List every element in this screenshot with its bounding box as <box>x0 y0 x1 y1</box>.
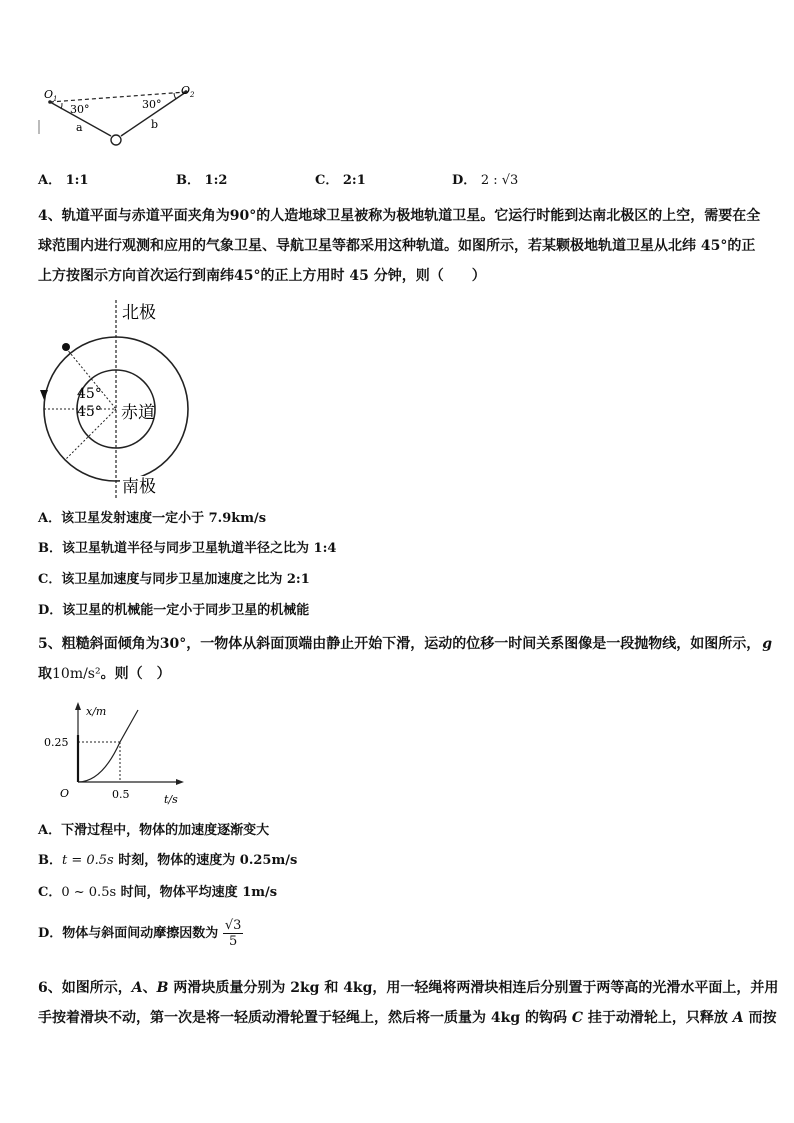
y-tick-025: 0.25 <box>44 736 69 749</box>
label-south-pole: 南极 <box>122 477 156 497</box>
q3-option-b[interactable]: B． 1:2 <box>176 173 228 188</box>
q5-option-b[interactable]: B．t = 0.5s 时刻，物体的速度为 0.25m/s <box>38 853 298 868</box>
angle-left: 30° <box>70 103 90 116</box>
hanging-ring <box>111 135 121 145</box>
q6-text-line1: 6、如图所示，A、B 两滑块质量分别为 2kg 和 4kg，用一轻绳将两滑块相连后分别置于两等高的光滑水平面上，并用 <box>38 980 779 996</box>
q4-option-b[interactable]: B．该卫星轨道半径与同步卫星轨道半径之比为 1:4 <box>38 541 337 556</box>
q3-option-c[interactable]: C． 2:1 <box>315 173 366 188</box>
origin-label: O <box>60 787 70 800</box>
label-b: b <box>151 118 159 131</box>
q5-text-line1: 5、粗糙斜面倾角为30°，一物体从斜面顶端由静止开始下滑，运动的位移一时间关系图像是一段抛物线，如图所示， g <box>38 636 773 652</box>
q4-option-d[interactable]: D．该卫星的机械能一定小于同步卫星的机械能 <box>38 603 310 618</box>
parabola-curve <box>78 710 138 782</box>
q5-option-a[interactable]: A．下滑过程中，物体的加速度逐渐变大 <box>38 823 270 838</box>
label-a: a <box>76 121 83 134</box>
q6-text-line2: 手按着滑块不动，第一次是将一轻质动滑轮置于轻绳上，然后将一质量为 4kg 的钩码 C 挂于动滑轮上，只释放 A 而按 <box>38 1010 777 1026</box>
position-time-graph <box>40 700 190 810</box>
q4-option-a[interactable]: A．该卫星发射速度一定小于 7.9km/s <box>38 511 267 526</box>
fraction-sqrt3-over-5: $\frac{√3}{5}$ <box>224 918 242 949</box>
satellite-dot <box>62 343 70 351</box>
q3-option-a[interactable]: A． 1:1 <box>38 173 89 188</box>
q5-option-c[interactable]: C．0 ~ 0.5s 时间，物体平均速度 1m/s <box>38 885 278 900</box>
dashed-line-o1-o2 <box>50 92 186 102</box>
label-north-pole: 北极 <box>122 303 156 323</box>
q5-option-d[interactable]: D．物体与斜面间动摩擦因数为 $\frac{√3}{5}$ <box>38 918 242 949</box>
y-axis-label: x/m <box>86 705 107 718</box>
x-tick-05: 0.5 <box>112 788 130 801</box>
label-o1: $O_1$ <box>44 88 58 103</box>
label-o2: $O_2$ <box>181 84 195 99</box>
q4-text-line3: 上方按图示方向首次运行到南纬45°的正上方用时 45 分钟，则（ ） <box>38 268 486 284</box>
angle-right: 30° <box>142 98 162 111</box>
angle-45-bottom: 45° <box>77 404 102 420</box>
q4-option-c[interactable]: C．该卫星加速度与同步卫星加速度之比为 2:1 <box>38 572 310 587</box>
q4-text-line2: 球范围内进行观测和应用的气象卫星、导航卫星等都采用这种轨道。如图所示，若某颗极地轨道卫星从北纬 45°的正 <box>38 238 756 254</box>
q4-text-line1: 4、轨道平面与赤道平面夹角为90°的人造地球卫星被称为极地轨道卫星。它运行时能到达南北极区的上空，需要在全 <box>38 208 761 224</box>
x-axis-label: t/s <box>164 793 178 806</box>
rope-diagram <box>36 82 206 152</box>
q5-text-line2: 取10m/s²。则（ ） <box>38 666 171 682</box>
q3-option-d[interactable]: D． 2 : √3 <box>452 173 519 188</box>
polar-orbit-diagram <box>36 298 196 500</box>
direction-arrow-icon <box>40 390 48 400</box>
angle-45-top: 45° <box>77 386 102 402</box>
label-equator: 赤道 <box>121 403 155 423</box>
